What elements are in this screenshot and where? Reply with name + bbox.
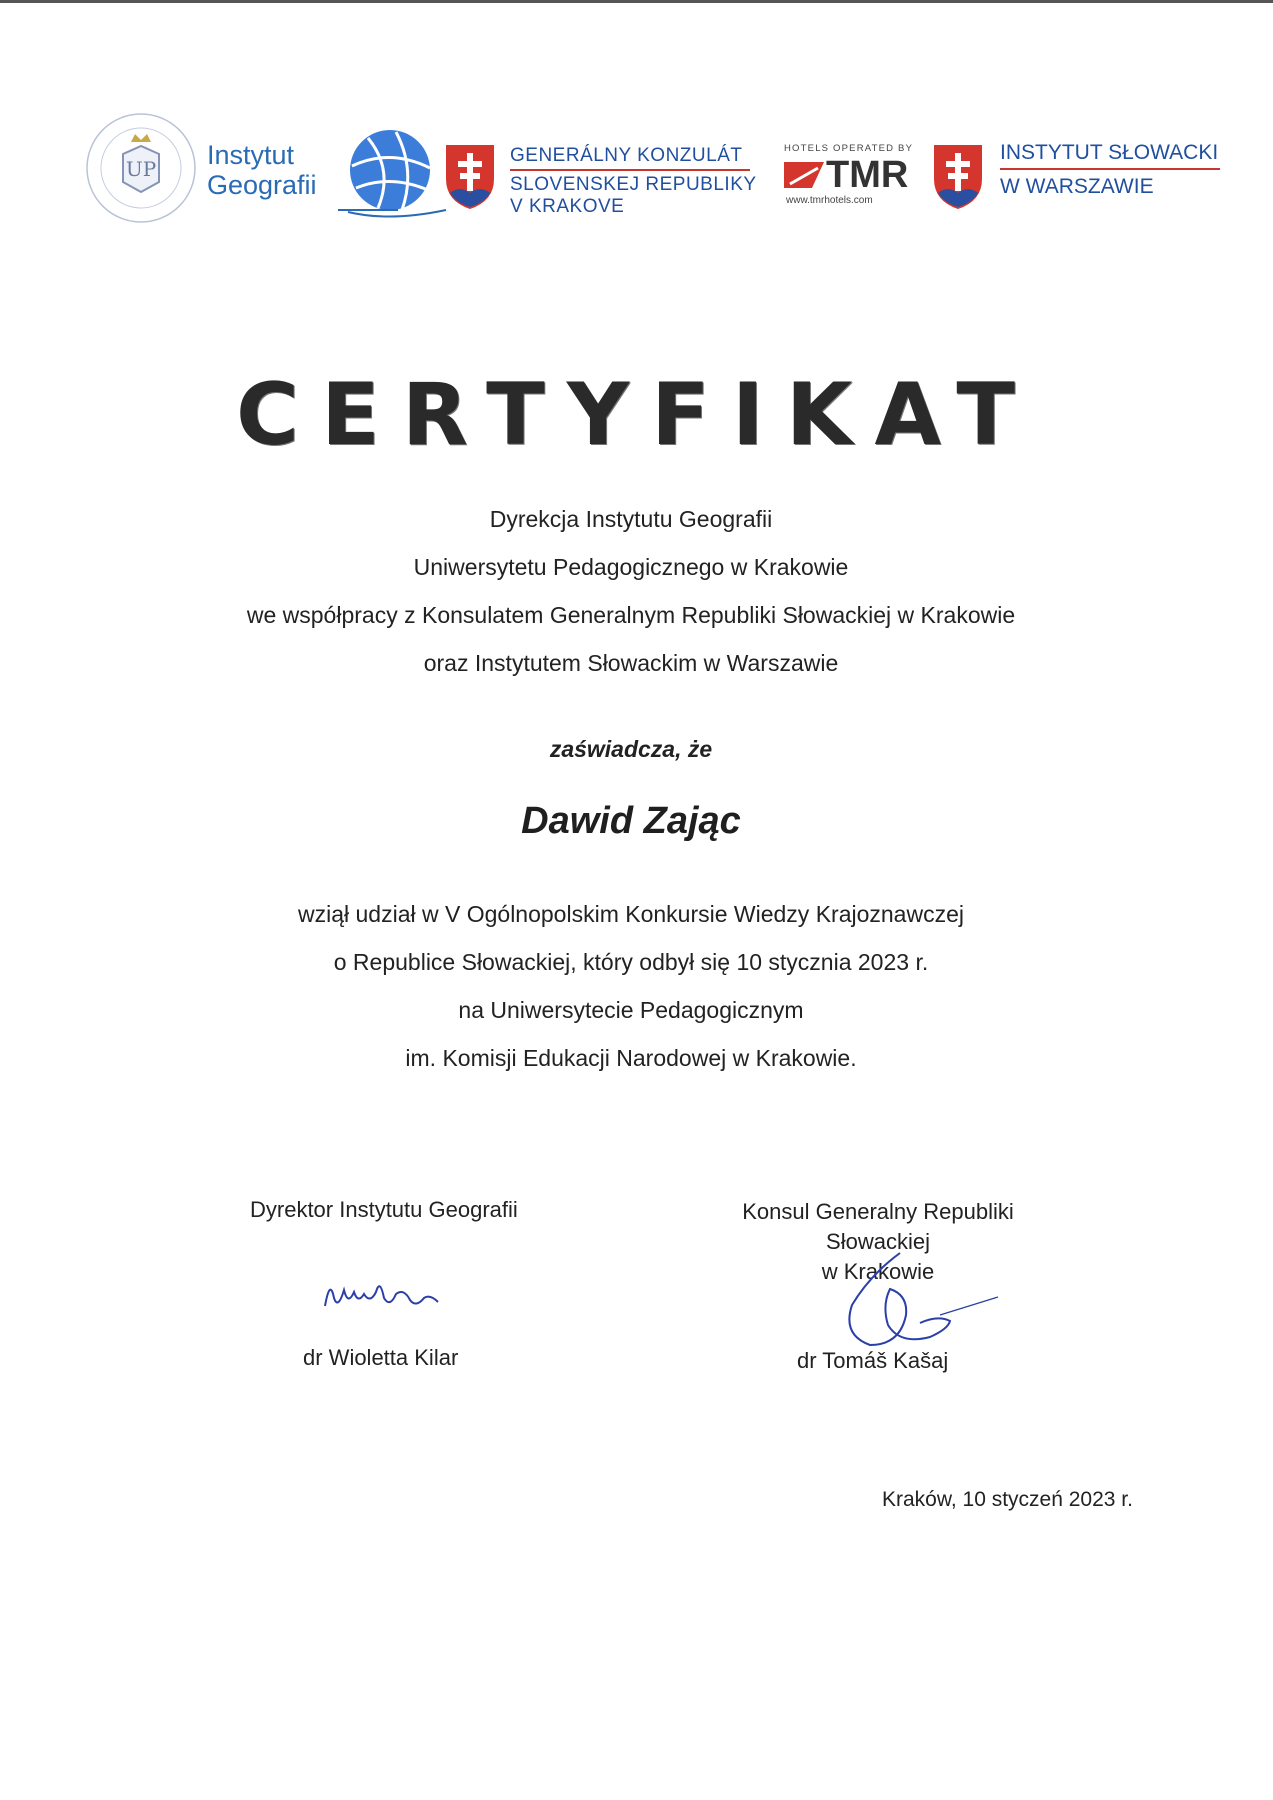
is-line-1: INSTYTUT SŁOWACKI: [1000, 141, 1219, 164]
handwritten-signature-left: [320, 1268, 450, 1318]
gk-line-2: SLOVENSKEJ REPUBLIKY: [510, 174, 757, 195]
body-line: im. Komisji Edukacji Narodowej w Krakowie.: [405, 1045, 857, 1071]
issue-date: Kraków, 10 styczeń 2023 r.: [882, 1488, 1133, 1511]
tmr-tagline: HOTELS OPERATED BY: [784, 143, 914, 154]
ig-line-2: Geografii: [207, 170, 317, 200]
recipient-name: Dawid Zając: [521, 800, 741, 842]
intro-text: [0, 495, 1262, 687]
gk-line-1: GENERÁLNY KONZULÁT: [510, 145, 743, 166]
is-red-rule: [1000, 168, 1220, 170]
ig-line-1: Instytut: [207, 140, 295, 170]
up-university-seal-icon: [85, 112, 197, 224]
right-title-line: Konsul Generalny Republiki Słowackiej: [742, 1199, 1014, 1254]
gk-line-3: V KRAKOVE: [510, 196, 625, 217]
body-text: [0, 890, 1262, 1082]
globe-icon: [338, 118, 448, 230]
instytut-geografii-logo-text: [207, 140, 317, 200]
left-signatory-title: Dyrektor Instytutu Geografii: [250, 1197, 518, 1222]
left-signatory-name: dr Wioletta Kilar: [303, 1345, 459, 1370]
handwritten-signature-right: [830, 1245, 1000, 1365]
intro-line: oraz Instytutem Słowackim w Warszawie: [423, 650, 839, 676]
right-title-line: w Krakowie: [821, 1259, 935, 1284]
intro-line: Dyrekcja Instytutu Geografii: [489, 506, 773, 532]
attest-phrase: zaświadcza, że: [549, 736, 713, 762]
slovak-institute-logo-text: [1000, 140, 1220, 200]
intro-line: Uniwersytetu Pedagogicznego w Krakowie: [413, 554, 849, 580]
body-line: o Republice Słowackiej, który odbył się 10 stycznia 2023 r.: [333, 949, 929, 975]
tmr-logo-mark-icon: [784, 158, 832, 192]
gk-red-rule: [510, 169, 750, 171]
slovak-coat-of-arms-icon: [932, 143, 984, 211]
svg-text:UP: UP: [125, 157, 157, 181]
is-line-2: W WARSZAWIE: [1000, 175, 1154, 198]
top-border-line: [0, 0, 1273, 3]
intro-line: we współpracy z Konsulatem Generalnym Republiki Słowackiej w Krakowie: [246, 602, 1016, 628]
right-signatory-name: dr Tomáš Kašaj: [797, 1348, 949, 1373]
body-line: na Uniwersytecie Pedagogicznym: [458, 997, 804, 1023]
tmr-wordmark: TMR: [826, 154, 909, 196]
certificate-title: CERTYFIKAT: [235, 365, 1038, 465]
body-line: wziął udział w V Ogólnopolskim Konkursie Wiedzy Krajoznawczej: [298, 901, 964, 927]
slovak-coat-of-arms-icon: [444, 143, 496, 211]
tmr-url: www.tmrhotels.com: [786, 195, 873, 206]
general-consulate-logo-text: [510, 145, 757, 218]
